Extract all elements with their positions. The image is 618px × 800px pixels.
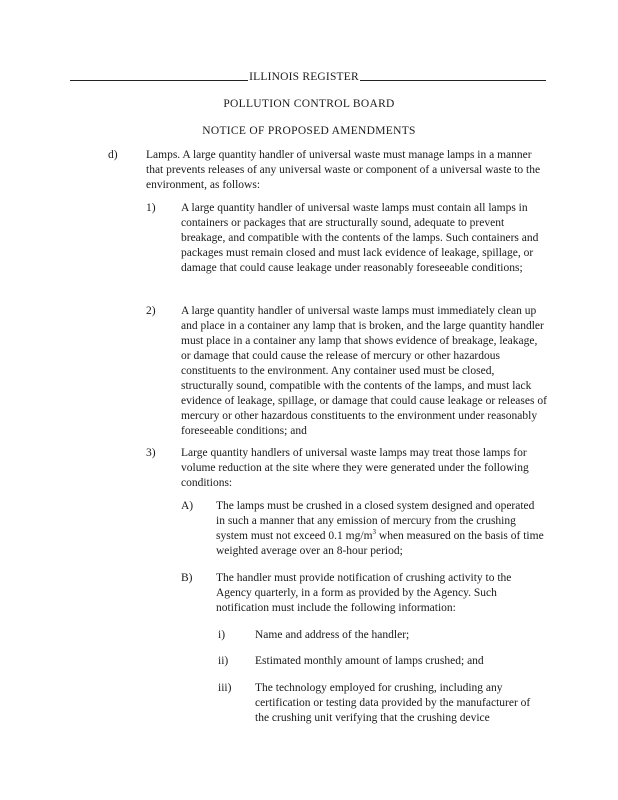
- item-A-superscript: 3: [372, 528, 377, 537]
- notice-title: NOTICE OF PROPOSED AMENDMENTS: [202, 125, 416, 137]
- item-B-label: B): [181, 572, 193, 584]
- item-ii-text: Estimated monthly amount of lamps crushed; and: [255, 655, 484, 667]
- item-1-text: A large quantity handler of universal waste lamps must contain all lamps in containers or packages that are structurally sound, adequate to prevent breakage, and compatible with the contents of the lamps. Such containers and packages must remain closed and must lack evidence of leakage, spillage, or damage that could cause leakage under reasonably foreseeable conditions;: [181, 202, 539, 274]
- item-A-text-after: when measured on the basis of time weighted average over an 8-hour period;: [216, 530, 544, 557]
- register-title: ILLINOIS REGISTER: [249, 71, 359, 83]
- item-iii-label: iii): [218, 682, 232, 694]
- item-A-label: A): [181, 500, 194, 512]
- item-3-text: Large quantity handlers of universal waste lamps may treat those lamps for volume reduction at the site where they were generated under the following conditions:: [181, 447, 529, 489]
- item-ii-label: ii): [218, 655, 229, 667]
- board-name: POLLUTION CONTROL BOARD: [223, 98, 395, 110]
- item-d-label: d): [108, 149, 118, 161]
- header-rule-right: [360, 80, 546, 81]
- item-1-label: 1): [146, 202, 156, 214]
- item-B-text: The handler must provide notification of crushing activity to the Agency quarterly, in a form as provided by the Agency. Such notification must include the following information:: [216, 572, 512, 614]
- item-i-text: Name and address of the handler;: [255, 629, 410, 641]
- header-rule-left: [70, 80, 248, 81]
- item-i-label: i): [218, 629, 226, 641]
- item-2-text: A large quantity handler of universal waste lamps must immediately clean up and place in a container any lamp that is broken, and the large quantity handler must place in a container any lamp that shows evidence of breakage, leakage, or damage that could cause the release of mercury or other hazardous constituents to the environment. Any container used must be closed, structurally sound, compatible with the contents of the lamps, and must lack evidence of leakage, spillage, or damage that could cause leakage or releases of mercury or other hazardous constituents to the environment under reasonably foreseeable conditions; and: [181, 305, 547, 437]
- item-2-label: 2): [146, 305, 156, 317]
- item-A-text: [216, 499, 546, 559]
- item-d-text: Lamps. A large quantity handler of universal waste must manage lamps in a manner that prevents releases of any universal waste or component of a universal waste to the environment, as follows:: [146, 149, 541, 191]
- item-3-label: 3): [146, 447, 156, 459]
- item-A-text-before: The lamps must be crushed in a closed system designed and operated in such a manner that any emission of mercury from the crushing system must not exceed 0.1 mg/m: [216, 500, 535, 542]
- item-iii-text: The technology employed for crushing, including any certification or testing data provided by the manufacturer of the crushing unit verifying that the crushing device: [255, 682, 531, 724]
